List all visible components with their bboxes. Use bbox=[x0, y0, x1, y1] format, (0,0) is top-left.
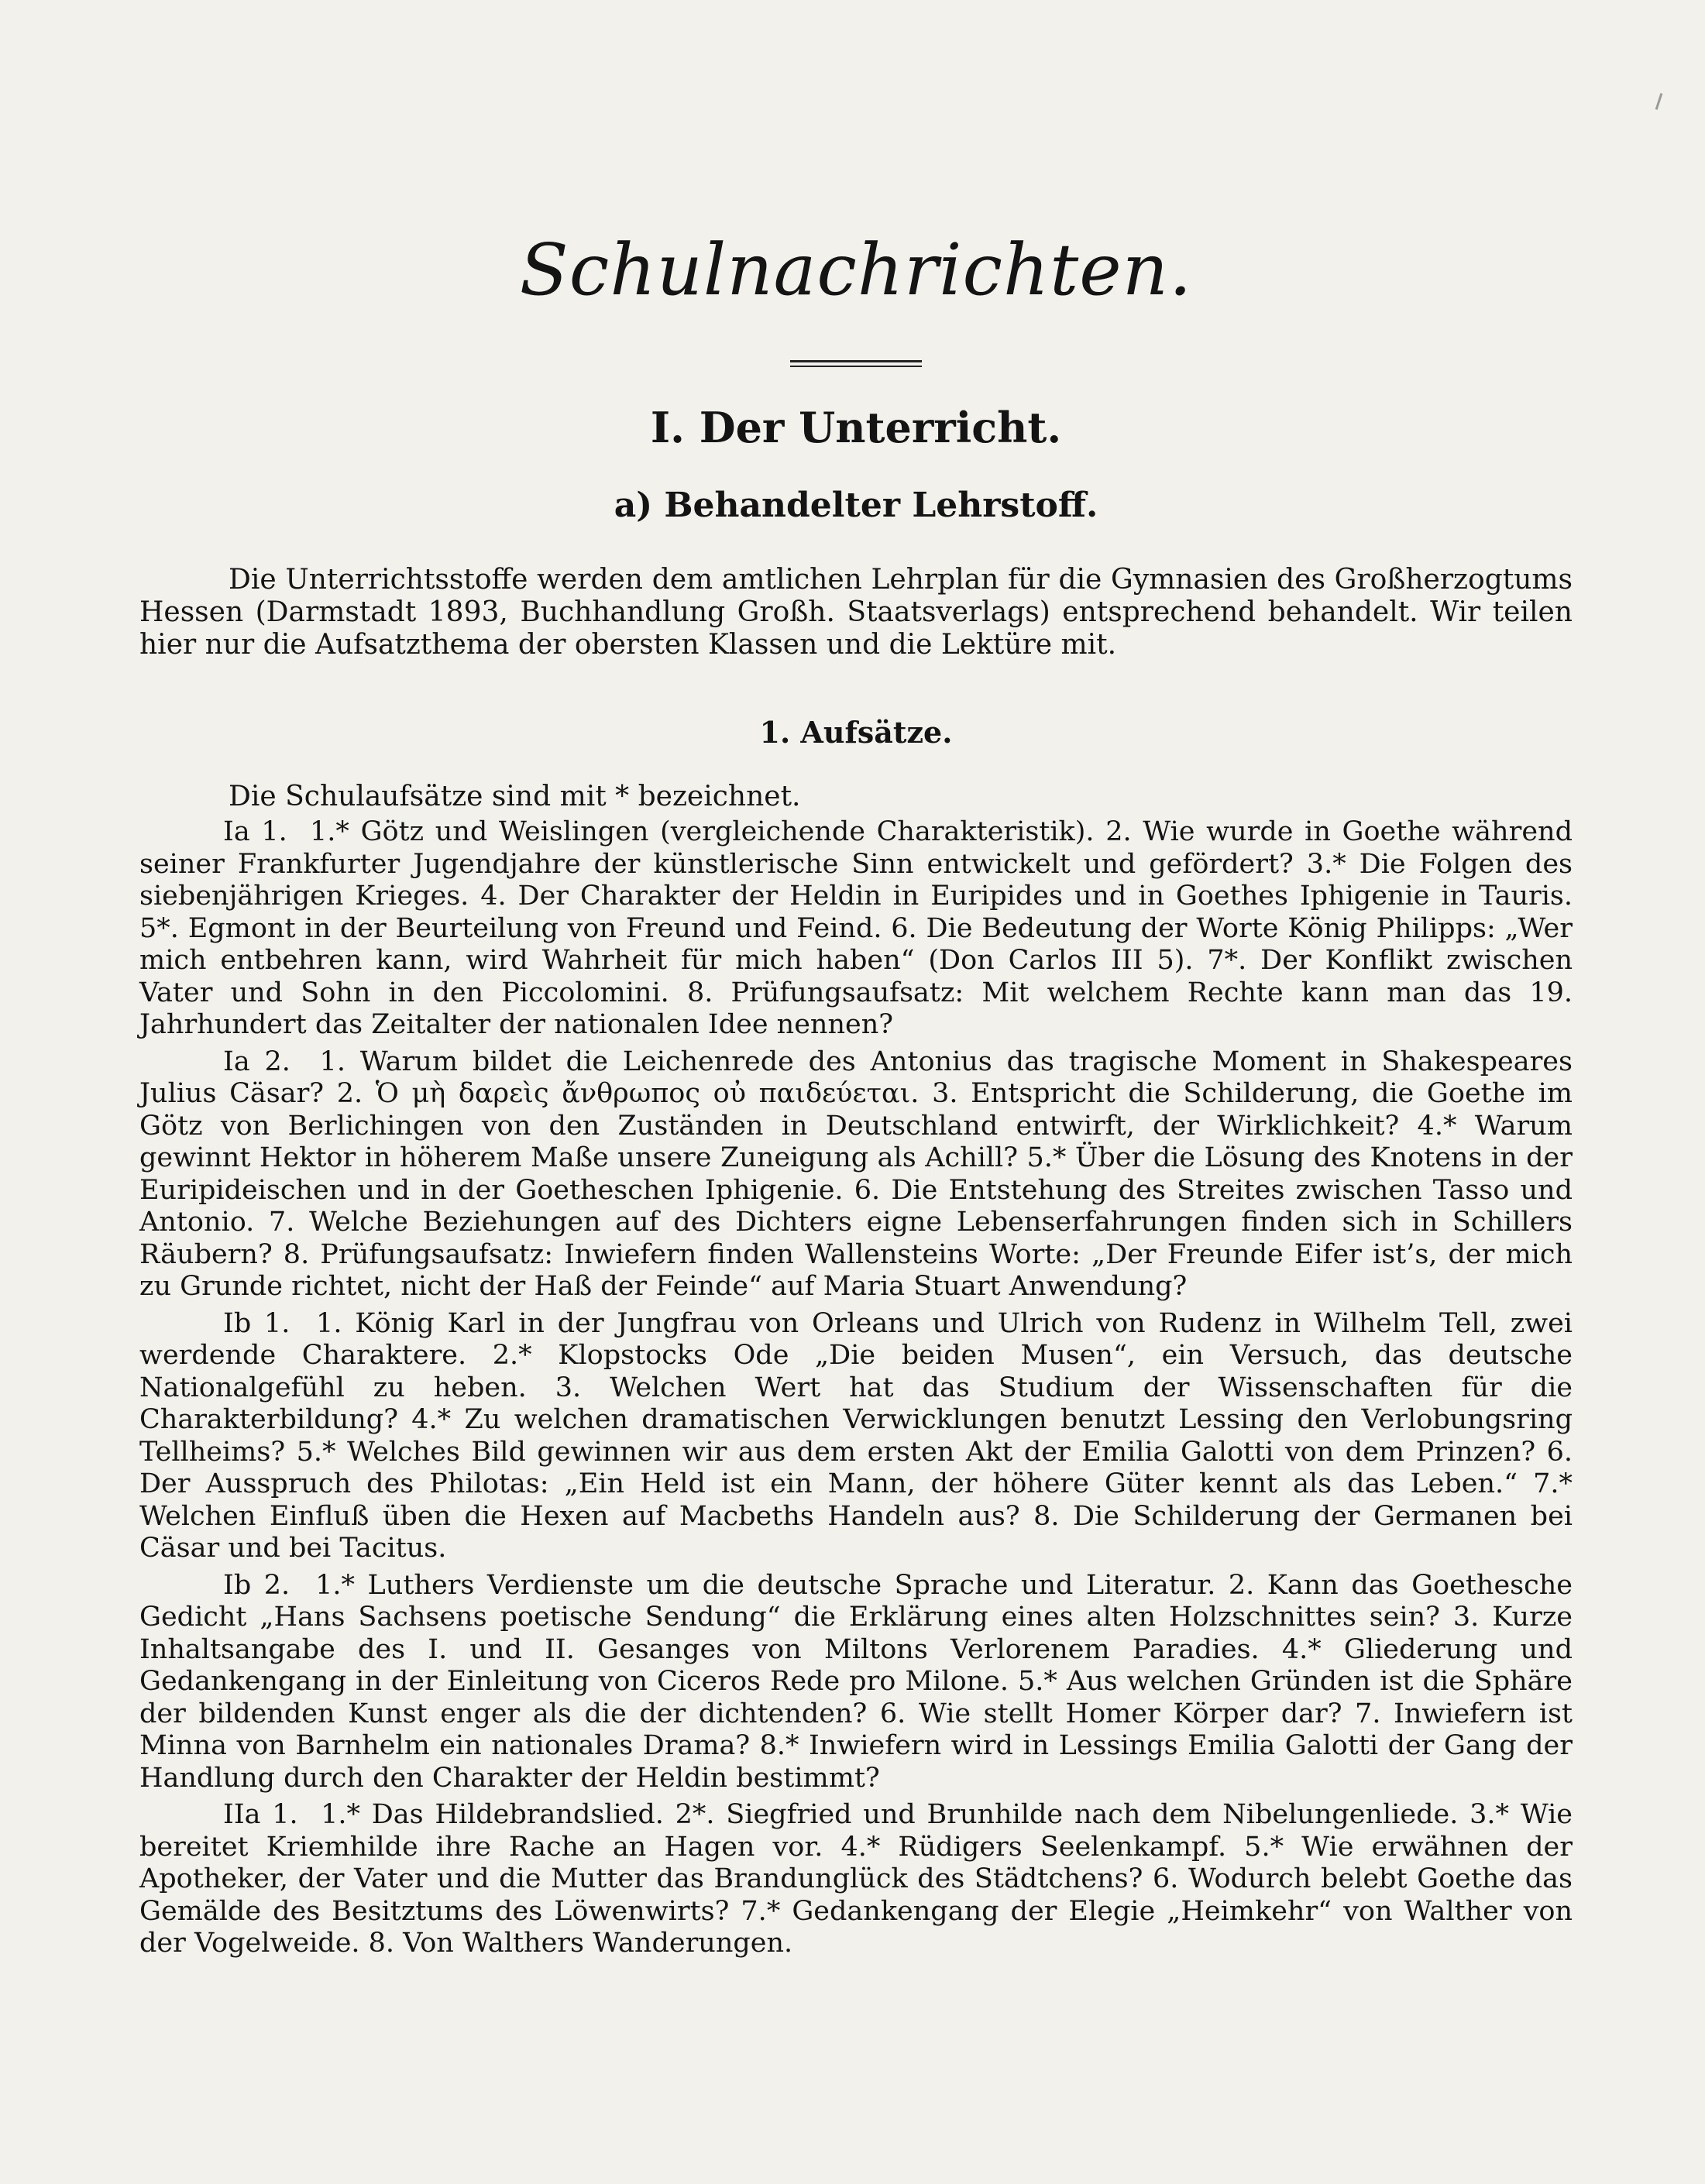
entry-label: Ib 2. bbox=[223, 1569, 290, 1601]
intro-paragraph: Die Unterrichtsstoffe werden dem amtlichen Lehrplan für die Gymnasien des Großherzogtums Hessen (Darmstadt 1893, Buchhandlung Großh. Staatsverlags) entsprechend behandelt. Wir teilen hier nur die Aufsatzthema der obersten Klassen und die Lektüre mit. bbox=[139, 564, 1573, 661]
document-page bbox=[139, 0, 1573, 2184]
essay-entry-ib1 bbox=[139, 1308, 1573, 1565]
entry-text: 1.* Luthers Verdienste um die deutsche Sprache und Literatur. 2. Kann das Goethesche Gedicht „Hans Sachsens poetische Sendung“ die Erklärung eines alten Holzschnittes sein? 3. Kurze Inhaltsangabe des I. und II. Gesanges von Miltons Verlorenem Paradies. 4.* Gliederung und Gedankengang in der Einleitung von Ciceros Rede pro Milone. 5.* Aus welchen Gründen ist die Sphäre der bildenden Kunst enger als die der dichtenden? 6. Wie stellt Homer Körper dar? 7. Inwiefern ist Minna von Barnhelm ein nationales Drama? 8.* Inwiefern wird in Lessings Emilia Galotti der Gang der Handlung durch den Charakter der Heldin bestimmt? bbox=[139, 1569, 1573, 1794]
entry-text: 1.* Götz und Weislingen (vergleichende Charakteristik). 2. Wie wurde in Goethe während seiner Frankfurter Jugendjahre der künstlerische Sinn entwickelt und gefördert? 3.* Die Folgen des siebenjährigen Krieges. 4. Der Charakter der Heldin in Euripides und in Goethes Iphigenie in Tauris. 5*. Egmont in der Beurteilung von Freund und Feind. 6. Die Bedeutung der Worte König Philipps: „Wer mich entbehren kann, wird Wahrheit für mich haben“ (Don Carlos III 5). 7*. Der Konflikt zwischen Vater und Sohn in den Piccolomini. 8. Prüfungsaufsatz: Mit welchem Rechte kann man das 19. Jahrhundert das Zeitalter der nationalen Idee nennen? bbox=[139, 816, 1573, 1040]
subsubsection-heading: 1. Aufsätze. bbox=[759, 715, 953, 750]
title-divider bbox=[790, 360, 922, 367]
entry-label: Ia 2. bbox=[223, 1046, 290, 1077]
subsection-heading: a) Behandelter Lehrstoff. bbox=[614, 486, 1098, 525]
stray-pen-mark bbox=[1655, 93, 1663, 110]
entry-text: 1. Warum bildet die Leichenrede des Antonius das tragische Moment in Shakespeares Julius Cäsar? 2. Ὁ μὴ δαρεὶς ἄνθρωπος οὐ παιδεύεται. 3. Entspricht die Schilderung, die Goethe im Götz von Berlichingen von den Zuständen in Deutschland entwirft, der Wirklichkeit? 4.* Warum gewinnt Hektor in höherem Maße unsere Zuneigung als Achill? 5.* Über die Lösung des Knotens in der Euripideischen und in der Goetheschen Iphigenie. 6. Die Entstehung des Streites zwischen Tasso und Antonio. 7. Welche Beziehungen auf des Dichters eigne Lebenserfahrungen finden sich in Schillers Räubern? 8. Prüfungsaufsatz: Inwiefern finden Wallensteins Worte: „Der Freunde Eifer ist’s, der mich zu Grunde richtet, nicht der Haß der Feinde“ auf Maria Stuart Anwendung? bbox=[139, 1046, 1573, 1302]
essay-entry-iia1 bbox=[139, 1799, 1573, 1960]
page-title: Schulnachrichten. bbox=[519, 228, 1193, 311]
entry-label: Ib 1. bbox=[223, 1307, 290, 1339]
entry-label: IIa 1. bbox=[223, 1799, 298, 1830]
essay-list bbox=[139, 816, 1573, 1965]
entry-text: 1. König Karl in der Jungfrau von Orleans und Ulrich von Rudenz in Wilhelm Tell, zwei werdende Charaktere. 2.* Klopstocks Ode „Die beiden Musen“, ein Versuch, das deutsche Nationalgefühl zu heben. 3. Welchen Wert hat das Studium der Wissenschaften für die Charakterbildung? 4.* Zu welchen dramatischen Verwicklungen benutzt Lessing den Verlobungsring Tellheims? 5.* Welches Bild gewinnen wir aus dem ersten Akt der Emilia Galotti von dem Prinzen? 6. Der Ausspruch des Philotas: „Ein Held ist ein Mann, der höhere Güter kennt als das Leben.“ 7.* Welchen Einfluß üben die Hexen auf Macbeths Handeln aus? 8. Die Schilderung der Germanen bei Cäsar und bei Tacitus. bbox=[139, 1307, 1573, 1564]
section-heading: I. Der Unterricht. bbox=[650, 403, 1062, 452]
entry-label: Ia 1. bbox=[223, 816, 287, 847]
essay-entry-ia1 bbox=[139, 816, 1573, 1042]
essay-entry-ia2 bbox=[139, 1046, 1573, 1303]
entry-text: 1.* Das Hildebrandslied. 2*. Siegfried und Brunhilde nach dem Nibelungenliede. 3.* Wie bereitet Kriemhilde ihre Rache an Hagen vor. 4.* Rüdigers Seelenkampf. 5.* Wie erwähnen der Apotheker, der Vater und die Mutter das Brandunglück des Städtchens? 6. Wodurch belebt Goethe das Gemälde des Besitztums des Löwenwirts? 7.* Gedankengang der Elegie „Heimkehr“ von Walther von der Vogelweide. 8. Von Walthers Wanderungen. bbox=[139, 1799, 1573, 1959]
note-line: Die Schulaufsätze sind mit * bezeichnet. bbox=[229, 781, 801, 812]
essay-entry-ib2 bbox=[139, 1570, 1573, 1795]
